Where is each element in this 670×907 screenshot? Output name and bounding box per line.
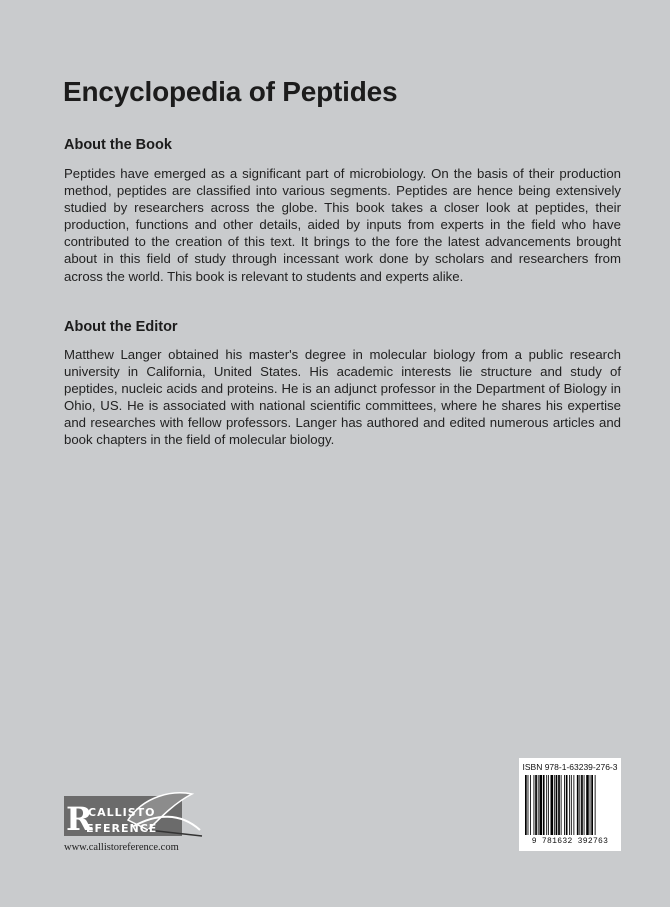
barcode-bar bbox=[577, 775, 579, 835]
barcode-bar bbox=[556, 775, 558, 835]
barcode-bar bbox=[591, 775, 593, 835]
barcode-bar bbox=[584, 775, 585, 835]
barcode-bar bbox=[579, 775, 580, 835]
callisto-reference-logo-graphic bbox=[64, 790, 206, 840]
svg-text:R: R bbox=[66, 800, 93, 838]
barcode-digits: 9 781632 392763 bbox=[531, 837, 609, 846]
barcode-bar bbox=[525, 775, 527, 835]
book-title: Encyclopedia of Peptides bbox=[63, 76, 398, 107]
barcode-bar bbox=[546, 775, 547, 835]
barcode-bar bbox=[528, 775, 529, 835]
barcode-bar bbox=[534, 775, 535, 835]
about-book-heading: About the Book bbox=[64, 137, 172, 153]
barcode-bar bbox=[571, 775, 572, 835]
isbn-barcode bbox=[519, 758, 621, 851]
barcode-bar bbox=[581, 775, 583, 835]
barcode-bar bbox=[543, 775, 545, 835]
barcode-bar bbox=[586, 775, 589, 835]
barcode-bar bbox=[530, 775, 531, 835]
barcode-bar bbox=[573, 775, 574, 835]
barcode-bar bbox=[554, 775, 555, 835]
barcode-bar bbox=[551, 775, 554, 835]
svg-text:EFERENCE: EFERENCE bbox=[86, 822, 158, 835]
barcode-bar bbox=[548, 775, 549, 835]
barcode-bar bbox=[535, 775, 537, 835]
publisher-website: www.callistoreference.com bbox=[64, 842, 179, 853]
isbn-label: ISBN 978-1-63239-276-3 bbox=[522, 762, 618, 772]
barcode-bar bbox=[590, 775, 591, 835]
about-book-text: Peptides have emerged as a significant part of microbiology. On the basis of their production method, peptides are classified into various segments. Peptides are hence being extensively studied by researchers across the globe. This book takes a closer look at peptides, their production, functions and other details, aided by inputs from experts in the field who have contributed to the creation of this text. It brings to the fore the latest advancements brought about in this field of study through incessant work done by scholars and researchers from across the world. This book is relevant to students and experts alike. bbox=[64, 166, 621, 284]
barcode-bar bbox=[569, 775, 570, 835]
publisher-logo bbox=[64, 790, 206, 840]
svg-text:CALLISTO: CALLISTO bbox=[88, 806, 156, 819]
barcode-bar bbox=[538, 775, 539, 835]
about-editor-text: Matthew Langer obtained his master's degree in molecular biology from a public research university in California, United States. His academic interests lie structure and study of peptides, nucleic acids and proteins. He is an adjunct professor in the Department of Biology in Ohio, US. He is associated with national scientific committees, where he shares his expertise and researches with fellow professors. Langer has authored and edited numerous articles and book chapters in the field of molecular biology. bbox=[64, 347, 621, 448]
barcode-bars bbox=[525, 775, 615, 837]
about-editor-heading: About the Editor bbox=[64, 319, 178, 335]
barcode-bar bbox=[566, 775, 568, 835]
barcode-bar bbox=[595, 775, 596, 835]
barcode-bar bbox=[558, 775, 560, 835]
barcode-bar bbox=[561, 775, 562, 835]
barcode-bar bbox=[539, 775, 542, 835]
barcode-bar bbox=[564, 775, 565, 835]
